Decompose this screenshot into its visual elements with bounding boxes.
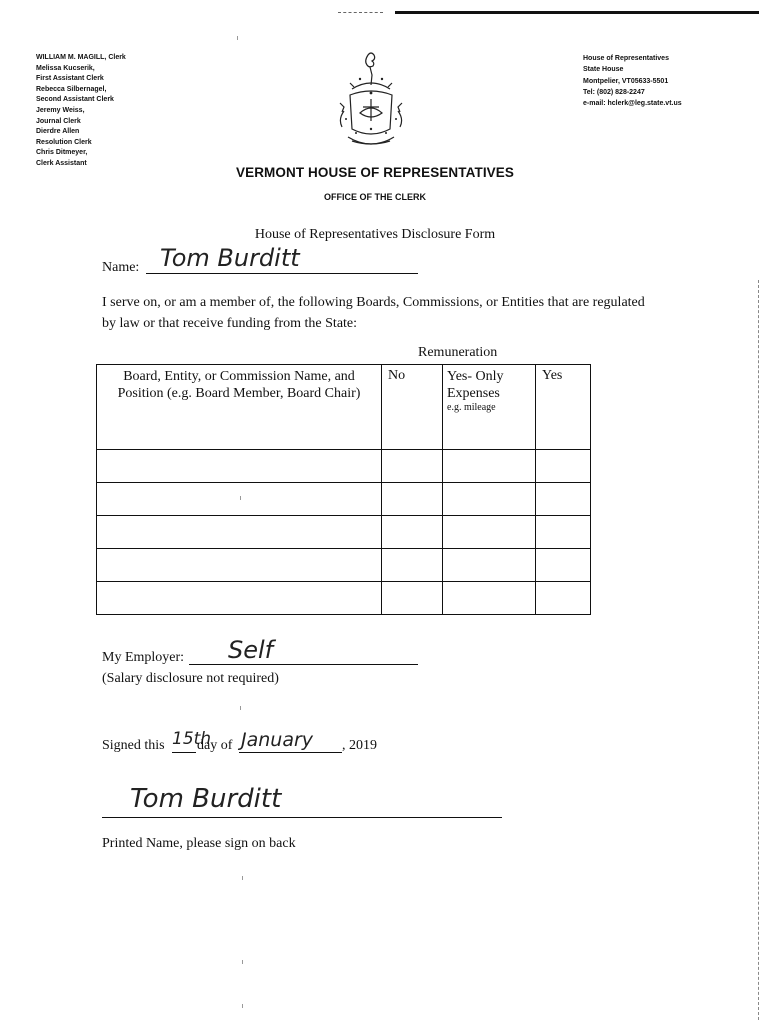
col-expenses-header <box>443 365 535 413</box>
cell-yes <box>536 582 591 615</box>
cell-yes <box>536 516 591 549</box>
cell-expenses <box>443 549 536 582</box>
contact-line: e-mail: hclerk@leg.state.vt.us <box>583 100 682 108</box>
scan-speck <box>240 706 241 710</box>
signature-line <box>102 817 502 818</box>
staff-line: Journal Clerk <box>36 117 81 125</box>
day-of-label: day of <box>197 738 233 753</box>
scan-edge <box>758 280 760 1020</box>
table-row <box>97 450 591 483</box>
expenses-header-note: e.g. mileage <box>447 402 496 413</box>
cell-board <box>97 450 382 483</box>
scan-speck <box>240 496 241 500</box>
scan-speck <box>237 36 238 40</box>
printed-name-note: Printed Name, please sign on back <box>102 836 296 851</box>
table-row <box>97 549 591 582</box>
cell-expenses <box>443 516 536 549</box>
contact-line: Tel: (802) 828-2247 <box>583 88 645 96</box>
vermont-state-seal-icon <box>330 49 412 157</box>
signed-label: Signed this <box>102 738 165 753</box>
table-row <box>97 582 591 615</box>
cell-no <box>382 582 443 615</box>
staff-line: Clerk Assistant <box>36 159 87 167</box>
cell-yes <box>536 483 591 516</box>
year-label: , 2019 <box>342 738 377 753</box>
scan-speck <box>242 960 243 964</box>
intro-text: I serve on, or am a member of, the following Boards, Commissions, or Entities that are regulated by law or that receive funding from the State: <box>102 295 645 331</box>
expenses-header-text: Yes- Only Expenses <box>447 369 504 401</box>
col-yes-header: Yes <box>542 368 563 383</box>
staff-line: Resolution Clerk <box>36 138 92 146</box>
employer-label: My Employer: <box>102 650 185 665</box>
month-handwriting: January <box>241 729 314 751</box>
cell-no <box>382 516 443 549</box>
name-handwriting: Tom Burditt <box>160 244 300 272</box>
form-title: House of Representatives Disclosure Form <box>254 227 496 242</box>
office-subtitle: OFFICE OF THE CLERK <box>324 192 426 202</box>
month-line <box>239 752 342 753</box>
col-no-header: No <box>388 368 406 383</box>
contact-line: Montpelier, VT05633-5501 <box>583 77 669 85</box>
day-line <box>172 752 196 753</box>
col-board-header: Board, Entity, or Commission Name, and Position (e.g. Board Member, Board Chair) <box>117 369 361 401</box>
staff-line: Rebecca Silbernagel, <box>36 85 107 93</box>
cell-expenses <box>443 483 536 516</box>
signature-handwriting: Tom Burditt <box>130 784 282 814</box>
cell-yes <box>536 450 591 483</box>
scan-speck <box>242 1004 243 1008</box>
table-header-row <box>97 365 591 450</box>
staff-line: Second Assistant Clerk <box>36 96 114 104</box>
day-handwriting: 15th <box>172 729 212 749</box>
salary-note: (Salary disclosure not required) <box>102 671 279 686</box>
cell-board <box>97 516 382 549</box>
cell-no <box>382 483 443 516</box>
cell-board <box>97 549 382 582</box>
clerk-staff-list <box>36 53 126 170</box>
staff-line: Dierdre Allen <box>36 128 80 136</box>
contact-line: House of Representatives <box>583 55 669 62</box>
scan-rule <box>395 11 759 14</box>
staff-line: First Assistant Clerk <box>36 75 104 83</box>
cell-board <box>97 483 382 516</box>
cell-no <box>382 450 443 483</box>
disclosure-table <box>96 364 591 615</box>
house-title: VERMONT HOUSE OF REPRESENTATIVES <box>236 165 514 180</box>
cell-expenses <box>443 582 536 615</box>
name-line <box>146 273 418 274</box>
cell-expenses <box>443 450 536 483</box>
staff-line: Melissa Kucserik, <box>36 64 95 72</box>
staff-line: WILLIAM M. MAGILL, Clerk <box>36 54 126 61</box>
cell-no <box>382 549 443 582</box>
cell-yes <box>536 549 591 582</box>
staff-line: Chris Ditmeyer, <box>36 149 88 157</box>
remuneration-label: Remuneration <box>418 345 498 360</box>
employer-line <box>189 664 418 665</box>
scan-mark <box>338 12 383 13</box>
name-label: Name: <box>102 260 140 275</box>
employer-handwriting: Self <box>228 636 274 664</box>
clerk-contact-block <box>583 53 682 109</box>
cell-board <box>97 582 382 615</box>
table-row <box>97 483 591 516</box>
contact-line: State House <box>583 66 624 74</box>
table-row <box>97 516 591 549</box>
staff-line: Jeremy Weiss, <box>36 106 85 114</box>
scan-speck <box>242 876 243 880</box>
